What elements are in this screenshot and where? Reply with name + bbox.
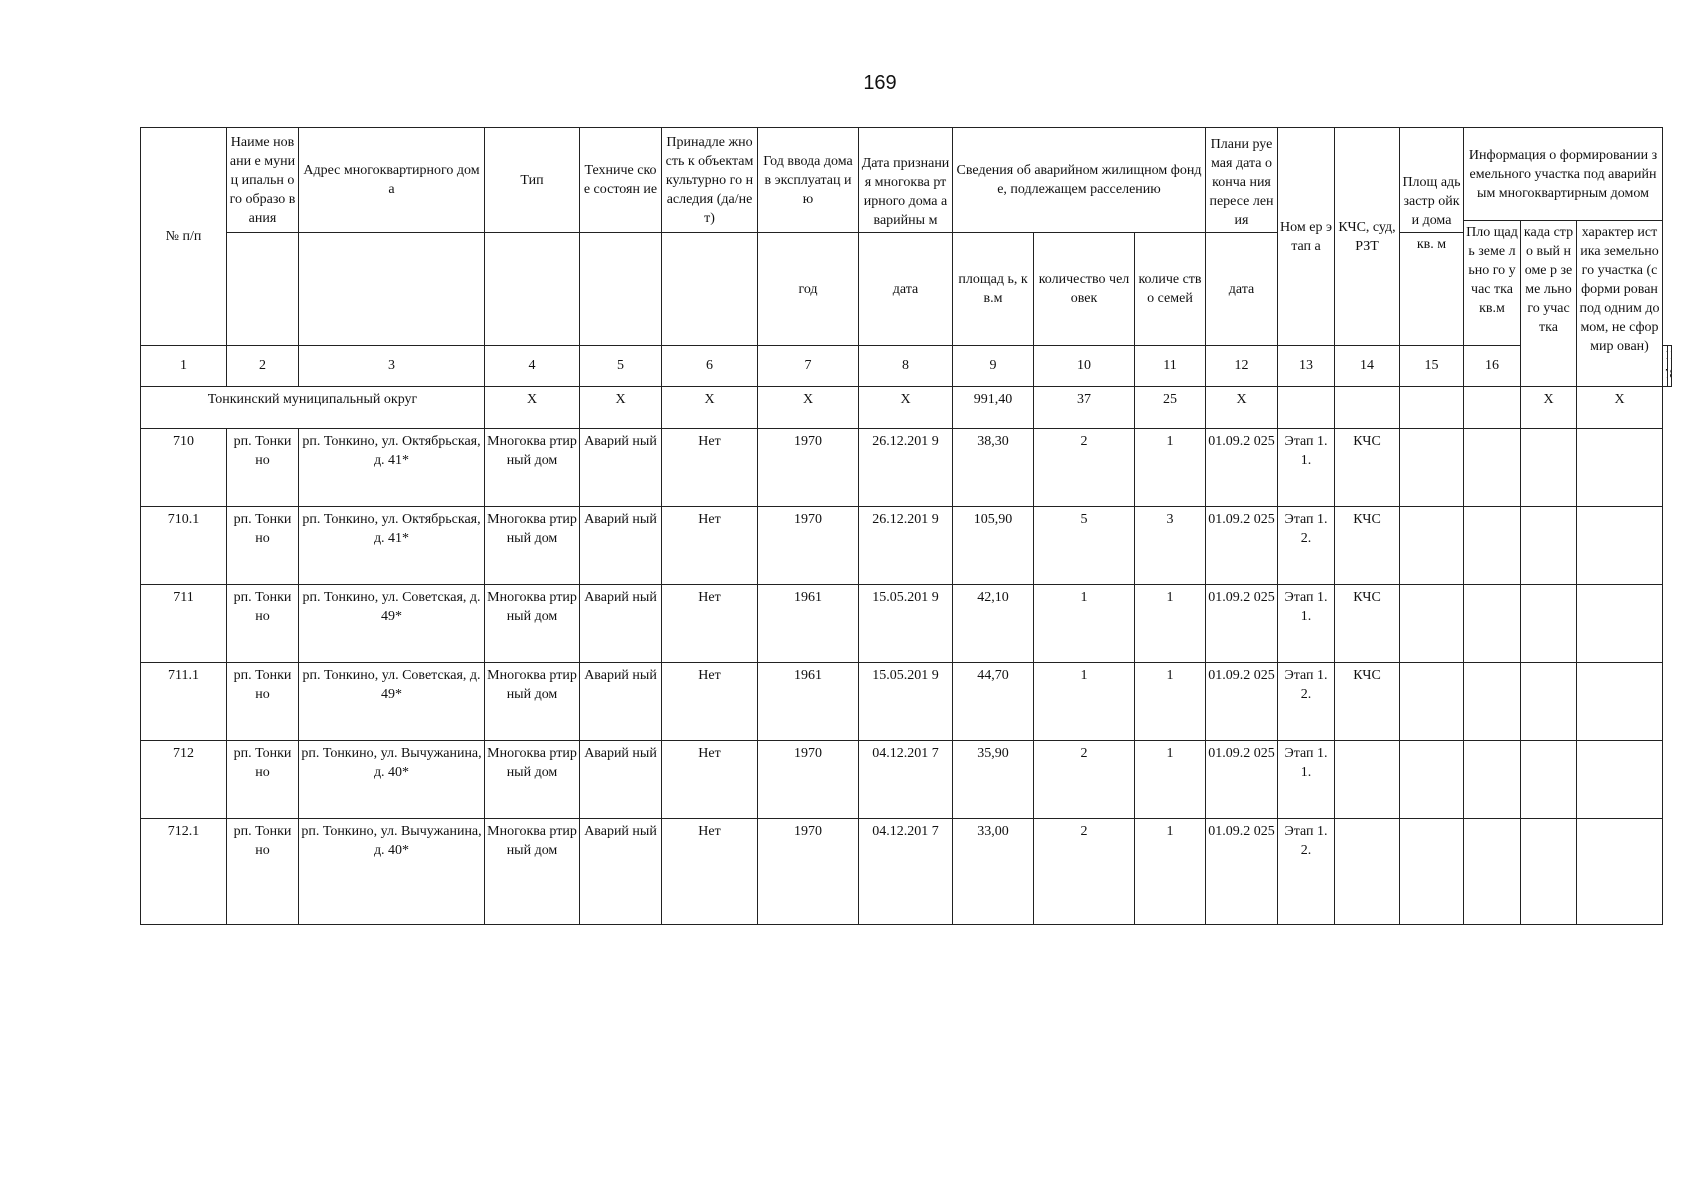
summary-people: 37 — [1034, 387, 1135, 429]
row-type: Многоква ртирный дом — [485, 429, 580, 507]
row-state: Аварий ный — [580, 585, 662, 663]
header-families-sub: количе ство семей — [1135, 233, 1206, 346]
row-stage: Этап 1.1. — [1278, 429, 1335, 507]
row-empty-cell — [1521, 585, 1577, 663]
column-number: 12 — [1206, 346, 1278, 387]
row-empty-cell — [1400, 429, 1464, 507]
summary-cell: X — [485, 387, 580, 429]
row-kchs — [1335, 819, 1400, 925]
row-resettle-date: 01.09.2 025 — [1206, 507, 1278, 585]
row-kchs: КЧС — [1335, 585, 1400, 663]
row-kchs: КЧС — [1335, 429, 1400, 507]
header-resettlement-info: Сведения об аварийном жилищном фонде, подлежащем расселению — [953, 128, 1206, 233]
row-state: Аварий ный — [580, 663, 662, 741]
row-empty-cell — [1400, 819, 1464, 925]
header-stage: Ном ер этап а — [1278, 128, 1335, 346]
row-resettle-date: 01.09.2 025 — [1206, 741, 1278, 819]
row-people: 1 — [1034, 663, 1135, 741]
row-kchs: КЧС — [1335, 507, 1400, 585]
summary-cell: X — [758, 387, 859, 429]
table-row — [141, 663, 1672, 741]
header-heritage-sub — [662, 233, 758, 346]
column-number: 2 — [227, 346, 299, 387]
summary-cell: X — [1521, 387, 1577, 429]
row-year: 1970 — [758, 507, 859, 585]
row-number: 710 — [141, 429, 227, 507]
row-heritage: Нет — [662, 429, 758, 507]
row-year: 1961 — [758, 663, 859, 741]
row-stage: Этап 1.2. — [1278, 663, 1335, 741]
row-year: 1961 — [758, 585, 859, 663]
row-resettle-date: 01.09.2 025 — [1206, 663, 1278, 741]
row-empty-cell — [1577, 507, 1663, 585]
header-num: № п/п — [141, 128, 227, 346]
row-area: 44,70 — [953, 663, 1034, 741]
column-number: 14 — [1335, 346, 1400, 387]
row-kchs — [1335, 741, 1400, 819]
summary-cell: X — [580, 387, 662, 429]
row-heritage: Нет — [662, 741, 758, 819]
row-people: 2 — [1034, 741, 1135, 819]
row-state: Аварий ный — [580, 741, 662, 819]
row-empty-cell — [1577, 819, 1663, 925]
header-municipality-sub — [227, 233, 299, 346]
header-type-sub — [485, 233, 580, 346]
row-heritage: Нет — [662, 507, 758, 585]
row-year: 1970 — [758, 741, 859, 819]
column-number: 16 — [1464, 346, 1521, 387]
row-type: Многоква ртирный дом — [485, 741, 580, 819]
header-recognition-date: Дата признани я многоква ртирного дома аварийны м — [859, 128, 953, 233]
row-stage: Этап 1.2. — [1278, 507, 1335, 585]
header-kchs: КЧС, суд, РЗТ — [1335, 128, 1400, 346]
header-address-sub — [299, 233, 485, 346]
row-families: 1 — [1135, 819, 1206, 925]
header-area-sub: площад ь, кв.м — [953, 233, 1034, 346]
column-number — [1663, 346, 1667, 387]
row-state: Аварий ный — [580, 429, 662, 507]
header-planned-date: Плани руемая дата оконча ния пересе ления — [1206, 128, 1278, 233]
header-land-info: Информация о формировании земельного участка под аварийным многоквартирным домом — [1464, 128, 1663, 221]
emergency-housing-table — [140, 127, 1672, 925]
row-state: Аварий ный — [580, 507, 662, 585]
header-people-sub: количество человек — [1034, 233, 1135, 346]
header-type: Тип — [485, 128, 580, 233]
row-resettle-date: 01.09.2 025 — [1206, 819, 1278, 925]
header-year-sub: год — [758, 233, 859, 346]
row-address: рп. Тонкино, ул. Советская, д. 49* — [299, 663, 485, 741]
row-area: 33,00 — [953, 819, 1034, 925]
row-empty-cell — [1521, 507, 1577, 585]
row-empty-cell — [1400, 663, 1464, 741]
row-address: рп. Тонкино, ул. Советская, д. 49* — [299, 585, 485, 663]
row-empty-cell — [1400, 741, 1464, 819]
row-type: Многоква ртирный дом — [485, 663, 580, 741]
row-number: 712.1 — [141, 819, 227, 925]
row-people: 5 — [1034, 507, 1135, 585]
header-date-sub: дата — [859, 233, 953, 346]
table-row — [141, 741, 1672, 819]
row-people: 2 — [1034, 429, 1135, 507]
summary-cell: X — [662, 387, 758, 429]
row-heritage: Нет — [662, 663, 758, 741]
row-empty-cell — [1521, 429, 1577, 507]
summary-cell — [1464, 387, 1521, 429]
row-number: 711.1 — [141, 663, 227, 741]
table-row — [141, 585, 1672, 663]
row-empty-cell — [1464, 429, 1521, 507]
row-resettle-date: 01.09.2 025 — [1206, 429, 1278, 507]
column-number-row — [141, 346, 1672, 387]
column-number: 9 — [953, 346, 1034, 387]
row-area: 35,90 — [953, 741, 1034, 819]
column-number: 15 — [1400, 346, 1464, 387]
row-families: 3 — [1135, 507, 1206, 585]
row-address: рп. Тонкино, ул. Октябрьская, д. 41* — [299, 429, 485, 507]
row-empty-cell — [1464, 819, 1521, 925]
summary-cell: X — [1206, 387, 1278, 429]
column-number: 8 — [859, 346, 953, 387]
row-kchs: КЧС — [1335, 663, 1400, 741]
row-empty-cell — [1577, 741, 1663, 819]
column-number: 1 — [141, 346, 227, 387]
row-empty-cell — [1464, 741, 1521, 819]
column-number: 13 — [1278, 346, 1335, 387]
column-number: 6 — [662, 346, 758, 387]
row-year: 1970 — [758, 429, 859, 507]
summary-cell — [1278, 387, 1335, 429]
row-type: Многоква ртирный дом — [485, 507, 580, 585]
column-number: 5 — [580, 346, 662, 387]
row-state: Аварий ный — [580, 819, 662, 925]
column-number: 10 — [1034, 346, 1135, 387]
summary-families: 25 — [1135, 387, 1206, 429]
table-row — [141, 429, 1672, 507]
row-empty-cell — [1521, 819, 1577, 925]
row-empty-cell — [1577, 663, 1663, 741]
row-area: 38,30 — [953, 429, 1034, 507]
row-families: 1 — [1135, 663, 1206, 741]
header-year-built: Год ввода дома в эксплуатац ию — [758, 128, 859, 233]
row-municipality: рп. Тонки но — [227, 663, 299, 741]
row-empty-cell — [1521, 741, 1577, 819]
summary-label: Тонкинский муниципальный округ — [141, 387, 485, 429]
header-build-area-unit: кв. м — [1400, 233, 1464, 346]
summary-cell: X — [1577, 387, 1663, 429]
row-year: 1970 — [758, 819, 859, 925]
row-area: 42,10 — [953, 585, 1034, 663]
row-resettle-date: 01.09.2 025 — [1206, 585, 1278, 663]
header-address: Адрес многоквартирного дома — [299, 128, 485, 233]
row-stage: Этап 1.1. — [1278, 585, 1335, 663]
header-land-area-unit: кв.м — [1479, 301, 1505, 316]
column-number: 4 — [485, 346, 580, 387]
row-type: Многоква ртирный дом — [485, 585, 580, 663]
table-row — [141, 507, 1672, 585]
row-stage: Этап 1.2. — [1278, 819, 1335, 925]
header-municipality: Наиме новани е муниц ипальн ого образо вания — [227, 128, 299, 233]
header-cadastral: када стро вый номе р земе льно го учас тка — [1521, 221, 1577, 387]
row-empty-cell — [1464, 663, 1521, 741]
summary-area: 991,40 — [953, 387, 1034, 429]
row-families: 1 — [1135, 429, 1206, 507]
row-people: 1 — [1034, 585, 1135, 663]
row-number: 711 — [141, 585, 227, 663]
summary-cell: X — [859, 387, 953, 429]
column-number: 11 — [1135, 346, 1206, 387]
summary-row — [141, 387, 1672, 429]
row-empty-cell — [1577, 429, 1663, 507]
header-planned-sub: дата — [1206, 233, 1278, 346]
header-build-area: Площ адь застр ойки дома — [1400, 128, 1464, 233]
column-number: 3 — [299, 346, 485, 387]
row-date: 15.05.201 9 — [859, 663, 953, 741]
header-tech-state-sub — [580, 233, 662, 346]
row-date: 04.12.201 7 — [859, 741, 953, 819]
row-area: 105,90 — [953, 507, 1034, 585]
row-people: 2 — [1034, 819, 1135, 925]
row-municipality: рп. Тонки но — [227, 585, 299, 663]
summary-cell — [1335, 387, 1400, 429]
row-date: 26.12.201 9 — [859, 507, 953, 585]
table-row — [141, 819, 1672, 925]
row-date: 15.05.201 9 — [859, 585, 953, 663]
row-address: рп. Тонкино, ул. Октябрьская, д. 41* — [299, 507, 485, 585]
row-empty-cell — [1464, 507, 1521, 585]
row-address: рп. Тонкино, ул. Вычужанина, д. 40* — [299, 741, 485, 819]
header-heritage: Принадле жность к объектам культурно го наследия (да/нет) — [662, 128, 758, 233]
row-families: 1 — [1135, 741, 1206, 819]
row-municipality: рп. Тонки но — [227, 819, 299, 925]
row-empty-cell — [1521, 663, 1577, 741]
row-empty-cell — [1400, 585, 1464, 663]
row-families: 1 — [1135, 585, 1206, 663]
row-municipality: рп. Тонки но — [227, 429, 299, 507]
row-heritage: Нет — [662, 819, 758, 925]
column-number: 7 — [758, 346, 859, 387]
row-number: 712 — [141, 741, 227, 819]
header-land-area-text: Пло щадь земе льно го учас тка — [1466, 225, 1518, 297]
row-address: рп. Тонкино, ул. Вычужанина, д. 40* — [299, 819, 485, 925]
header-land-area — [1464, 221, 1521, 346]
header-land-character: характер истика земельно го участка (сформи рован под одним домом, не сформир ован) — [1577, 221, 1663, 387]
row-heritage: Нет — [662, 585, 758, 663]
summary-cell — [1400, 387, 1464, 429]
row-number: 710.1 — [141, 507, 227, 585]
row-date: 04.12.201 7 — [859, 819, 953, 925]
header-tech-state: Техниче ское состоян ие — [580, 128, 662, 233]
page-number: 169 — [863, 72, 897, 94]
row-stage: Этап 1.1. — [1278, 741, 1335, 819]
row-empty-cell — [1464, 585, 1521, 663]
row-empty-cell — [1577, 585, 1663, 663]
column-number — [1667, 346, 1672, 387]
row-municipality: рп. Тонки но — [227, 507, 299, 585]
row-empty-cell — [1400, 507, 1464, 585]
row-type: Многоква ртирный дом — [485, 819, 580, 925]
row-date: 26.12.201 9 — [859, 429, 953, 507]
row-municipality: рп. Тонки но — [227, 741, 299, 819]
